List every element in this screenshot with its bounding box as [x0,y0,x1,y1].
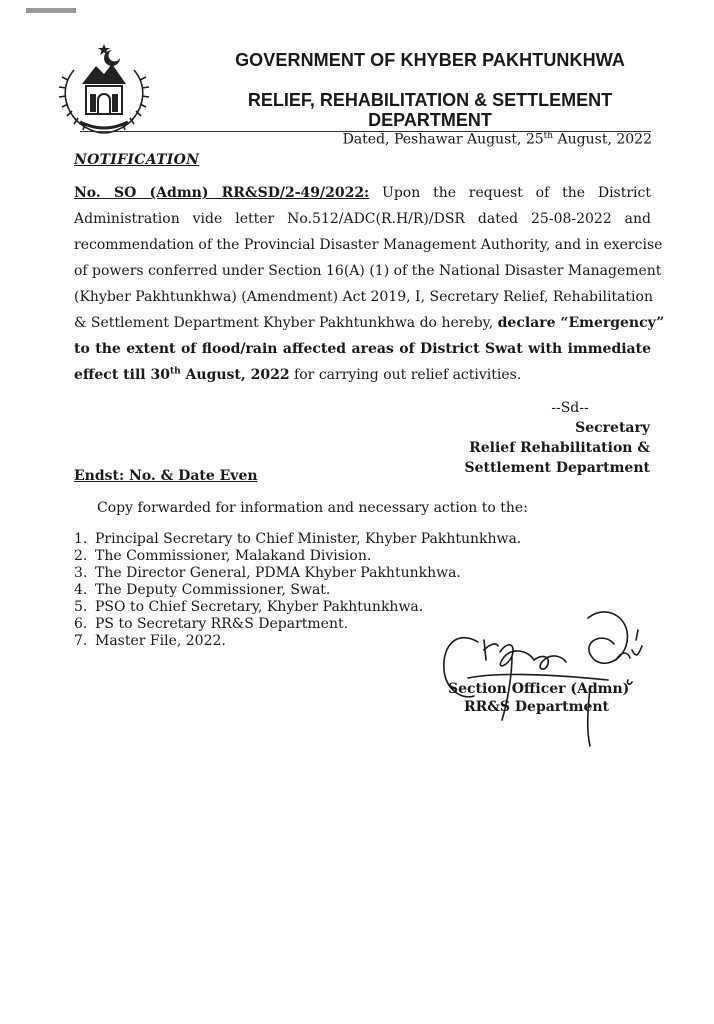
body-line-8: effect till 30th August, 2022 for carrying out relief activities. [74,366,522,383]
body-line-1: No. SO (Admn) RR&SD/2-49/2022: Upon the request of the District [74,185,651,201]
signatory-line2: Relief Rehabilitation & [469,440,650,456]
list-item: 7. Master File, 2022. [74,633,226,649]
body-line-6: & Settlement Department Khyber Pakhtunkhwa do hereby, declare “Emergency” [74,315,665,331]
list-item: 5. PSO to Chief Secretary, Khyber Pakhtunkhwa. [74,599,424,615]
section-officer-title: Section Officer (Admn) [448,681,630,697]
list-item: 1. Principal Secretary to Chief Minister, Khyber Pakhtunkhwa. [74,531,522,547]
body-line-2: Administration vide letter No.512/ADC(R.H/R)/DSR dated 25-08-2022 and [74,211,651,227]
body-line-4: of powers conferred under Section 16(A) (1) of the National Disaster Management [74,263,662,279]
handwritten-signature [438,600,660,750]
notification-number: No. SO (Admn) RR&SD/2-49/2022: [74,185,370,201]
department-title-line2: DEPARTMENT [368,110,492,130]
list-item: 6. PS to Secretary RR&S Department. [74,616,349,632]
body-line-5: (Khyber Pakhtunkhwa) (Amendment) Act 2019, I, Secretary Relief, Rehabilitation [74,289,653,305]
body-line-3: recommendation of the Provincial Disaster Management Authority, and in exercise [74,237,663,253]
emergency-declaration: declare “Emergency” [497,315,665,331]
list-item: 3. The Director General, PDMA Khyber Pakhtunkhwa. [74,565,461,581]
list-item: 2. The Commissioner, Malakand Division. [74,548,372,564]
secretary-signature-block [450,398,650,478]
scan-artifact [26,8,76,13]
list-item: 4. The Deputy Commissioner, Swat. [74,582,331,598]
endorsement-intro: Copy forwarded for information and necessary action to the: [97,500,528,516]
body-line-7: to the extent of flood/rain affected areas of District Swat with immediate [74,341,651,357]
government-title: GOVERNMENT OF KHYBER PAKHTUNKHWA [235,50,625,70]
section-officer-department: RR&S Department [464,699,610,715]
notification-heading: NOTIFICATION [74,152,200,168]
dated-line: Dated, Peshawar August, 25th August, 2022 [342,131,652,148]
signatory-line3: Settlement Department [464,460,650,476]
government-emblem [52,40,156,138]
signatory-title: Secretary [575,420,650,436]
department-title-line1: RELIEF, REHABILITATION & SETTLEMENT [247,90,613,110]
sd-mark: --Sd-- [551,400,589,416]
endorsement-heading: Endst: No. & Date Even [74,468,258,484]
section-officer-stamp [448,680,629,716]
notification-body [74,180,665,388]
